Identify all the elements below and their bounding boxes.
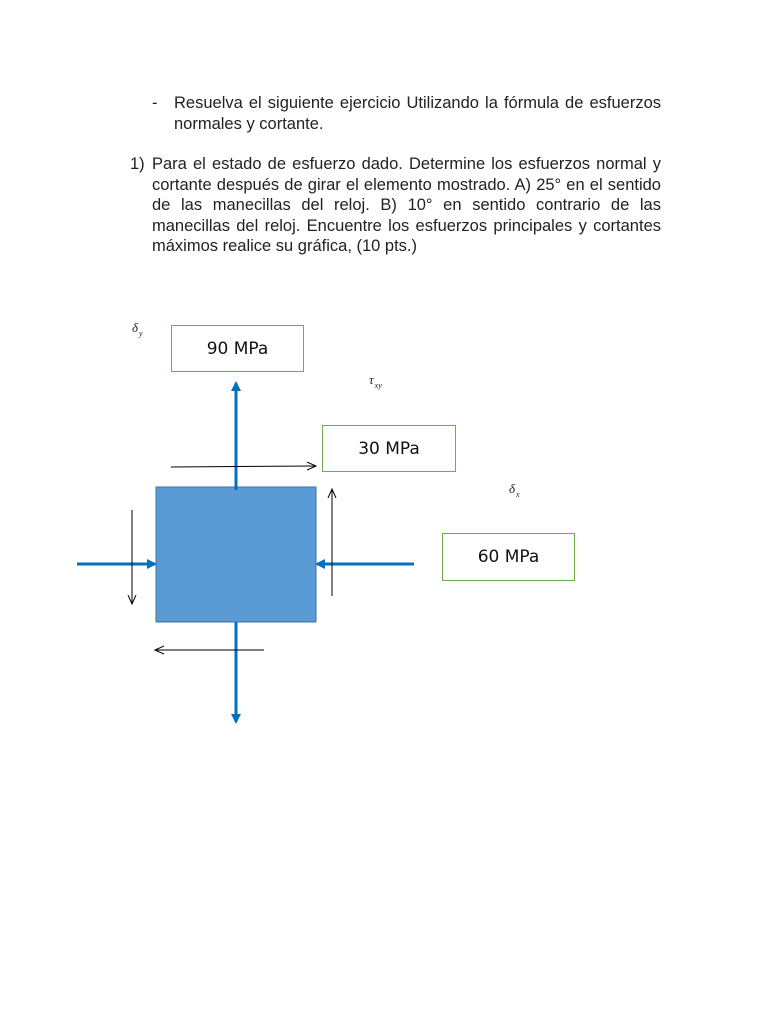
tau-xy-value-box: 30 MPa xyxy=(322,425,456,472)
problem-number: 1) xyxy=(130,155,145,173)
bullet-marker: - xyxy=(152,94,158,112)
tau-xy-symbol: $\tau_{xy}$ xyxy=(369,372,382,390)
sigma-x-value-box: 60 MPa xyxy=(442,533,575,581)
sigma-y-symbol: $\delta_y$ xyxy=(132,320,143,338)
sigma-y-value-box: 90 MPa xyxy=(171,325,304,372)
sigma-x-symbol: $\delta_x$ xyxy=(509,481,520,499)
problem-text: Para el estado de esfuerzo dado. Determine los esfuerzos normal y cortante después de girar el elemento mostrado. A) 25° en el sentido de las manecillas del reloj. B) 10° en sentido contrario de las manecillas del reloj. Encuentre los esfuerzos principales y cortantes máximos realice su gráfica, (10 pts.) xyxy=(152,155,661,255)
instruction-text: Resuelva el siguiente ejercicio Utilizando la fórmula de esfuerzos normales y cortante. xyxy=(174,94,661,133)
shear-arrow-top xyxy=(171,466,316,467)
stress-element-square xyxy=(156,487,316,622)
